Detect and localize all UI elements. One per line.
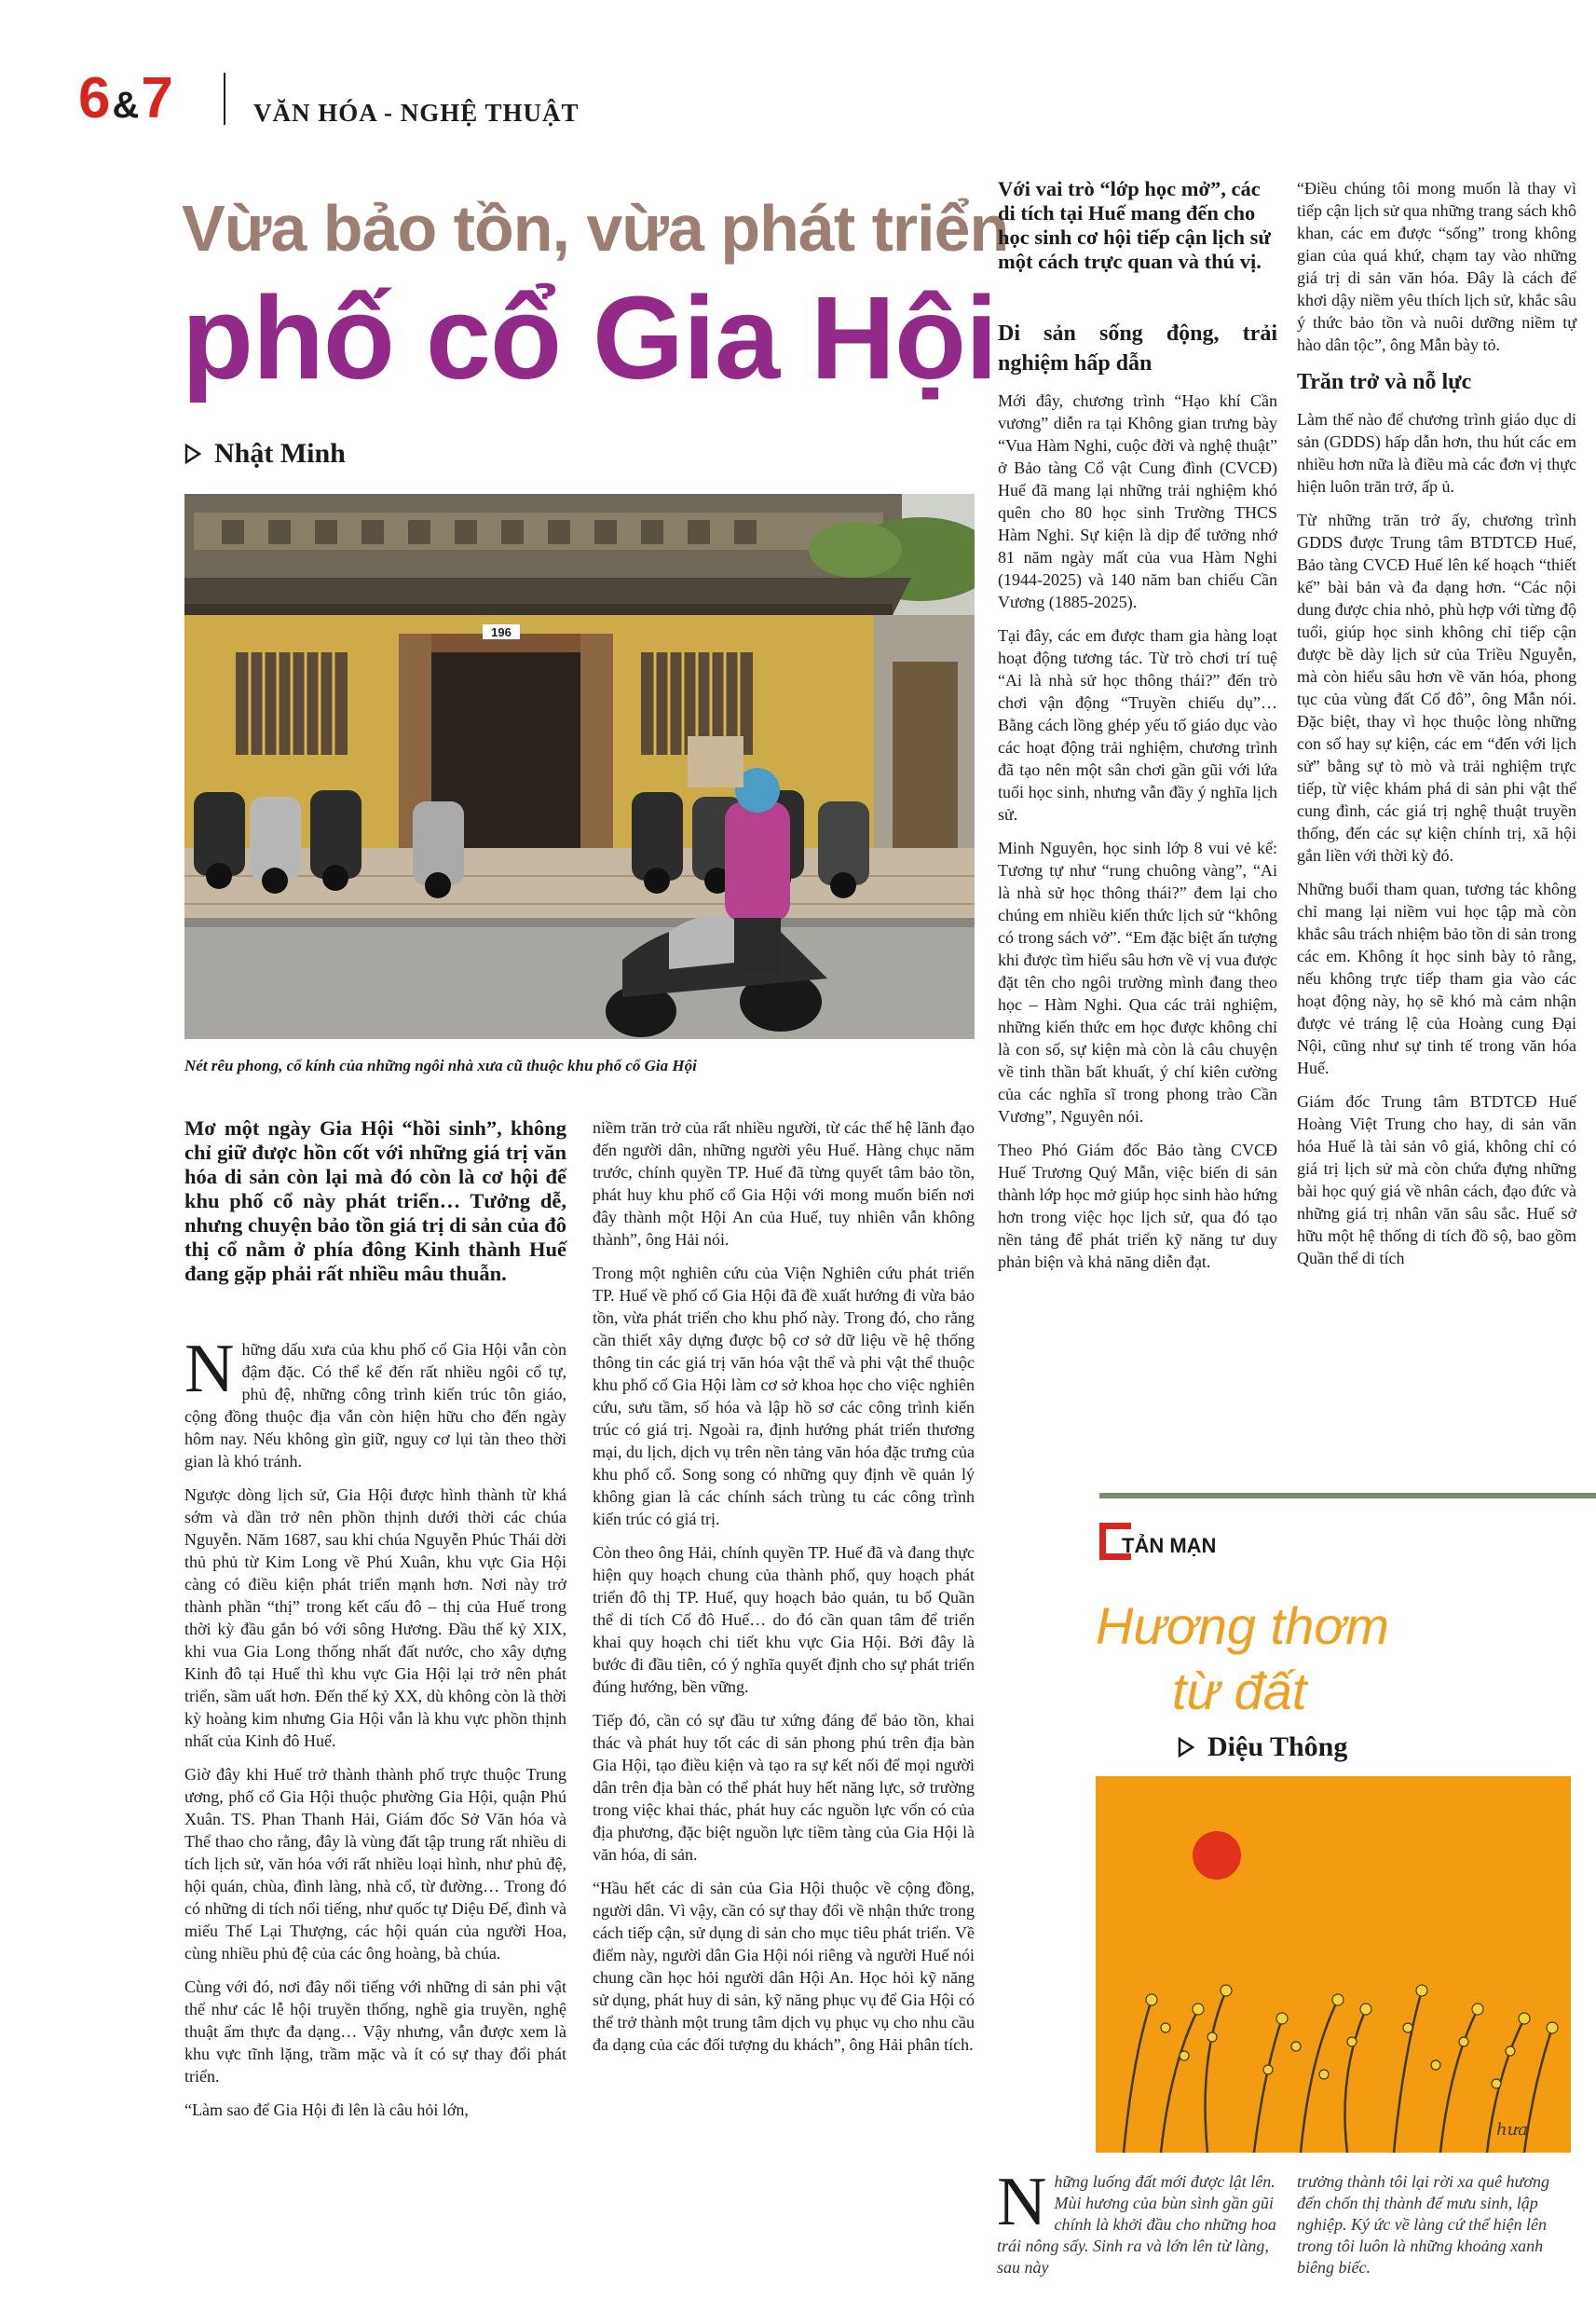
tanman-title-line-2: từ đất: [1172, 1662, 1307, 1720]
byline-author: Nhật Minh: [214, 438, 346, 469]
col3-paragraph-2: Tại đây, các em được tham gia hàng loạt hoạt động tương tác. Từ trò chơi trí tuệ “Ai là nhà sử học thông thái?” đến trò chơi vận động “Truyền chiếu dụ”… Bằng cách lồng ghép yếu tố giáo dục vào các hoạt động trải nghiệm, chương trình đã tạo nên một sân chơi gần gũi với lứa tuổi học sinh, nhưng vẫn đầy ý nghĩa lịch sử.: [998, 626, 1277, 824]
col4-paragraph-1: “Điều chúng tôi mong muốn là thay vì tiếp cận lịch sử qua những trang sách khô khan, các em được “sống” trong không gian của quá khứ, chạm tay vào những giá trị di sản văn hóa. Đây là cách để khơi dậy niềm yêu thích lịch sử, khắc sâu ý thức bảo tồn và nuôi dưỡng niềm tự hào dân tộc”, ông Mẫn bày tỏ.: [1297, 179, 1576, 354]
tanman-label: [1099, 1528, 1216, 1566]
col1-paragraph-1: Những dấu xưa của khu phố cổ Gia Hội vẫn còn đậm đặc. Có thể kể đến rất nhiều ngôi cổ tự, phủ đệ, những công trình kiến trúc tôn giáo, cộng đồng thuộc địa vẫn còn hiện hữu cho đến ngày hôm nay. Nếu không gìn giữ, nguy cơ lụi tàn theo thời gian là khó tránh.: [184, 1331, 566, 1471]
article-sapo: Mơ một ngày Gia Hội “hồi sinh”, không chỉ giữ được hồn cốt với những giá trị văn hóa di sản còn lại mà đó còn là cơ hội để khu phố cổ này phát triển… Tưởng dễ, nhưng chuyện bảo tồn giá trị di sản của đô thị cổ nằm ở phía đông Kinh thành Huế đang gặp phải rất nhiều mâu thuẫn.: [184, 1116, 566, 1285]
col3-intro: Với vai trò “lớp học mở”, các di tích tại Huế mang đến cho học sinh cơ hội tiếp cận lịch sử một cách trực quan và thú vị.: [998, 177, 1271, 273]
col2-paragraph-3: Còn theo ông Hải, chính quyền TP. Huế đã và đang thực hiện quy hoạch chung của thành phố, quy hoạch phát triển đô thị TP. Huế, quy hoạch bảo quản, tu bổ Quần thể di tích Cố đô Huế… do đó cần quan tâm để triển khai quy hoạch chi tiết khu vực Gia Hội. Bởi đây là bước đi đầu tiên, có ý nghĩa quyết định cho sự phát triển đúng hướng, bền vững.: [593, 1543, 975, 1696]
col2-paragraph-2: Trong một nghiên cứu của Viện Nghiên cứu phát triển TP. Huế về phố cổ Gia Hội đã đề xuất hướng đi vừa bảo tồn, vừa phát triển cho khu phố này. Trong đó, cho rằng cần thiết xây dựng được bộ cơ sở dữ liệu về hệ thống thông tin các giá trị văn hóa vật thể và phi vật thể thuộc khu phố cổ Gia Hội làm cơ sở khoa học cho việc nghiên cứu, sưu tầm, số hóa và lập hồ sơ các công trình kiến trúc có giá trị. Ngoài ra, định hướng phát triển thương mại, du lịch, dịch vụ trên nền tảng văn hóa đặc trưng của khu phố cổ. Song song có những quy định về quản lý không gian là các chính sách trùng tu các công trình kiến trúc có giá trị.: [593, 1264, 975, 1528]
photo-house-number: 196: [491, 625, 512, 639]
tanman-column-right: trưởng thành tôi lại rời xa quê hương đến chốn thị thành để mưu sinh, lập nghiệp. Ký ức về làng cứ thể hiện lên trong tôi luôn là những khoảng xanh biêng biếc.: [1297, 2172, 1549, 2277]
tanman-illustration: [1096, 1776, 1571, 2153]
col1-paragraph-4: Cùng với đó, nơi đây nổi tiếng với những di sản phi vật thể như các lễ hội truyền thống, nghề gia truyền, nghệ thuật ẩm thực đa dạng… Vậy nhưng, vẫn được xem là khu vực tĩnh lặng, trầm mặc và ít có sự thay đổi phát triển.: [184, 1977, 566, 2086]
article-column-3: [998, 177, 1277, 1284]
illustration-signature: hưa: [1496, 2120, 1528, 2140]
col2-paragraph-1: niềm trăn trở của rất nhiều người, từ các thế hệ lãnh đạo đến người dân, những người yêu Huế. Hàng chục năm trước, chính quyền TP. Huế đã từng quyết tâm bảo tồn, phát huy khu phố cổ Gia Hội với mong muốn biến nơi đây thành một Hội An của Huế, tuy nhiên vẫn không thành”, ông Hải nói.: [593, 1118, 975, 1249]
col4-paragraph-5: Giám đốc Trung tâm BTDTCĐ Huế Hoàng Việt Trung cho hay, di sản văn hóa Huế là tài sản vô giá, không chỉ có giá trị lịch sử mà còn chứa đựng những bài học quý giá về nhân cách, đạo đức và những giá trị nhân văn sâu sắc. Huế sở hữu một hệ thống di tích đồ sộ, bao gồm Quần thể di tích: [1297, 1092, 1576, 1267]
article-column-2: [593, 1116, 975, 2067]
dropcap: N: [184, 1331, 235, 1407]
page-number: [78, 65, 171, 131]
tanman-bracket-icon: [1099, 1523, 1131, 1560]
play-triangle-icon: [1178, 1737, 1194, 1758]
col2-paragraph-5: “Hầu hết các di sản của Gia Hội thuộc về cộng đồng, người dân. Vì vậy, cần có sự thay đổi về nhận thức trong cách tiếp cận, sử dụng di sản cho mục tiêu phát triển. Về điểm này, người dân Gia Hội nói riêng và người Huế nói chung cần học hỏi người dân Hội An. Học hỏi kỹ năng sử dụng, phát huy di sản, kỹ năng phục vụ để Gia Hội có thể trở thành một trung tâm dịch vụ phục vụ cho nhu cầu đa dạng của các đối tượng du khách”, ông Hải phân tích.: [593, 1879, 975, 2054]
col3-paragraph-3: Minh Nguyên, học sinh lớp 8 vui vẻ kể: Tương tự như “rung chuông vàng”, “Ai là nhà sử học thông thái?” đem lại cho chúng em nhiều kiến thức lịch sử “không có trong sách vở”. “Em đặc biệt ấn tượng khi được tìm hiểu sâu hơn về vị vua được đặt tên cho ngôi trường mình đang theo học – Hàm Nghi. Qua các trải nghiệm, những kiến thức em học được không chỉ là con số, sự kiện mà còn là câu chuyện về tinh thần bất khuất, ý chí kiên cường của các nghĩa sĩ trong phong trào Cần Vương”, Nguyên nói.: [998, 839, 1277, 1126]
subhead-1: Di sản sống động, trải nghiệm hấp dẫn: [998, 321, 1277, 376]
col4-paragraph-4: Những buổi tham quan, tương tác không chỉ mang lại niềm vui học tập mà còn khắc sâu trách nhiệm bảo tồn di sản trong các em. Không ít học sinh bày tỏ rằng, nếu không trực tiếp tham gia vào các hoạt động này, họ sẽ khó mà cảm nhận được vẻ tráng lệ của Hoàng cung Đại Nội, cũng như sự tinh tế trong văn hóa Huế.: [1297, 880, 1576, 1077]
main-photo: [184, 494, 975, 1039]
col4-paragraph-2: Làm thế nào để chương trình giáo dục di sản (GDDS) hấp dẫn hơn, thu hút các em nhiều hơn nữa là điều mà các đơn vị thực hiện luôn trăn trở, ấp ủ.: [1297, 410, 1576, 496]
col2-paragraph-4: Tiếp đó, cần có sự đầu tư xứng đáng để bảo tồn, khai thác và phát huy tốt các di sản phong phú trên địa bàn Gia Hội, tạo điều kiện và tạo ra sự kết nối để mọi người dân trên địa bàn có thể phát huy hết năng lực, sở trường trong việc khai thác, phát huy các nguồn lực vốn có của địa phương, đặc biệt nguồn lực tiềm tàng của Gia Hội là văn hóa, di sản.: [593, 1711, 975, 1864]
tanman-column-left: Những luống đất mới được lật lên. Mùi hương của bùn sình gần gũi chính là khởi đầu cho những hoa trái nông sấy. Sinh ra và lớn lên từ làng, sau này: [997, 2164, 1276, 2277]
page-number-amp: &: [112, 85, 138, 126]
col1-paragraph-5: “Làm sao để Gia Hội đi lên là câu hỏi lớn,: [184, 2100, 469, 2119]
tanman-label-text: TẢN MẠN: [1122, 1533, 1217, 1557]
tanman-rule: [1099, 1493, 1596, 1498]
headline-line-2: phố cổ Gia Hội: [182, 272, 998, 404]
play-triangle-icon: [184, 444, 201, 464]
tanman-title-line-1: Hương thơm: [1096, 1596, 1389, 1655]
col3-paragraph-4: Theo Phó Giám đốc Bảo tàng CVCĐ Huế Trương Quý Mẫn, việc biến di sản thành lớp học mở giúp học sinh hào hứng hơn trong việc học lịch sử, qua đó tạo nền tảng để phát triển kỹ năng tư duy phản biện và khả năng diễn đạt.: [998, 1141, 1277, 1271]
page-number-left: 6: [78, 66, 109, 130]
article-column-4: [1297, 177, 1576, 1280]
col1-paragraph-3: Giờ đây khi Huế trở thành thành phố trực thuộc Trung ương, phố cổ Gia Hội thuộc phường Gia Hội, quận Phú Xuân. TS. Phan Thanh Hải, Giám đốc Sở Văn hóa và Thể thao cho rằng, đây là vùng đất tập trung rất nhiều di tích lịch sử, văn hóa với rất nhiều loại hình, như phủ đệ, hội quán, chùa, đình làng, nhà cổ, từ đường… Trong đó có những di tích nổi tiếng, như quốc tự Diệu Đế, đình và miếu Thế Lại Thượng, các hội quán của người Hoa, cùng nhiều phủ đệ của các ông hoàng, bà chúa.: [184, 1765, 566, 1963]
tanman-dropcap: N: [997, 2164, 1047, 2240]
article-column-1: [184, 1116, 566, 2132]
tanman-byline-author: Diệu Thông: [1207, 1731, 1348, 1762]
section-title: VĂN HÓA - NGHỆ THUẬT: [253, 99, 580, 127]
col1-paragraph-2: Ngược dòng lịch sử, Gia Hội được hình thành từ khá sớm và dần trở nên phồn thịnh dưới thời các chúa Nguyễn. Năm 1687, sau khi chúa Nguyễn Phúc Thái dời thủ phủ từ Kim Long về Phú Xuân, khu vực Gia Hội càng có điều kiện phát triển mạnh hơn. Nơi này trở thành phần “thị” trong kết cấu đô – thị của Huế trong thời kỳ đầu gắn bó với sông Hương. Đầu thế kỷ XIX, khi vua Gia Long thống nhất đất nước, cho xây dựng Kinh đô tại Huế thì khu vực Gia Hội lại trở nên phát triển, sầm uất hơn. Đến thế kỷ XX, dù không còn là thời kỳ hoàng kim nhưng Gia Hội vẫn là khu vực phồn thịnh nhất của Kinh đô Huế.: [184, 1485, 566, 1750]
headline-line-1: Vừa bảo tồn, vừa phát triển: [182, 192, 1009, 265]
page-number-right: 7: [141, 66, 171, 130]
byline: [184, 438, 346, 470]
col3-paragraph-1: Mới đây, chương trình “Hạo khí Cần vương” diễn ra tại Không gian trưng bày “Vua Hàm Nghi, cuộc đời và nghệ thuật” ở Bảo tàng Cổ vật Cung đình (CVCĐ) Huế đã mang lại những trải nghiệm khó quên cho 80 học sinh Trường THCS Hàm Nghi. Sự kiện là dịp để tưởng nhớ 81 năm ngày mất của vua Hàm Nghi (1944-2025) và 140 năm ban chiếu Cần Vương (1885-2025).: [998, 391, 1277, 611]
header-divider: [224, 73, 225, 125]
col4-paragraph-3: Từ những trăn trở ấy, chương trình GDDS được Trung tâm BTDTCĐ Huế, Bảo tàng CVCĐ Huế lên kế hoạch “thiết kế” bài bản và đa dạng hơn. “Các nội dung được chia nhỏ, phù hợp với từng độ tuổi, giúp học sinh không chỉ tiếp cận được bề dày lịch sử của Triều Nguyễn, mà còn hiểu sâu hơn về văn hóa, phong tục của vùng đất Cố đô”, ông Mẫn nói. Đặc biệt, thay vì học thuộc lòng những con số hay sự kiện, các em “đến với lịch sử” bằng sự tò mò và trải nghiệm trực tiếp, từ việc khám phá di sản phi vật thể cung đình, các giá trị nghệ thuật truyền thống, đến các sự kiện chính trị, xã hội gắn liền với thời kỳ đó.: [1297, 511, 1576, 865]
photo-caption: Nét rêu phong, cổ kính của những ngôi nhà xưa cũ thuộc khu phố cổ Gia Hội: [184, 1057, 697, 1074]
subhead-2: Trăn trở và nỗ lực: [1297, 370, 1472, 394]
tanman-byline: [1178, 1731, 1347, 1763]
